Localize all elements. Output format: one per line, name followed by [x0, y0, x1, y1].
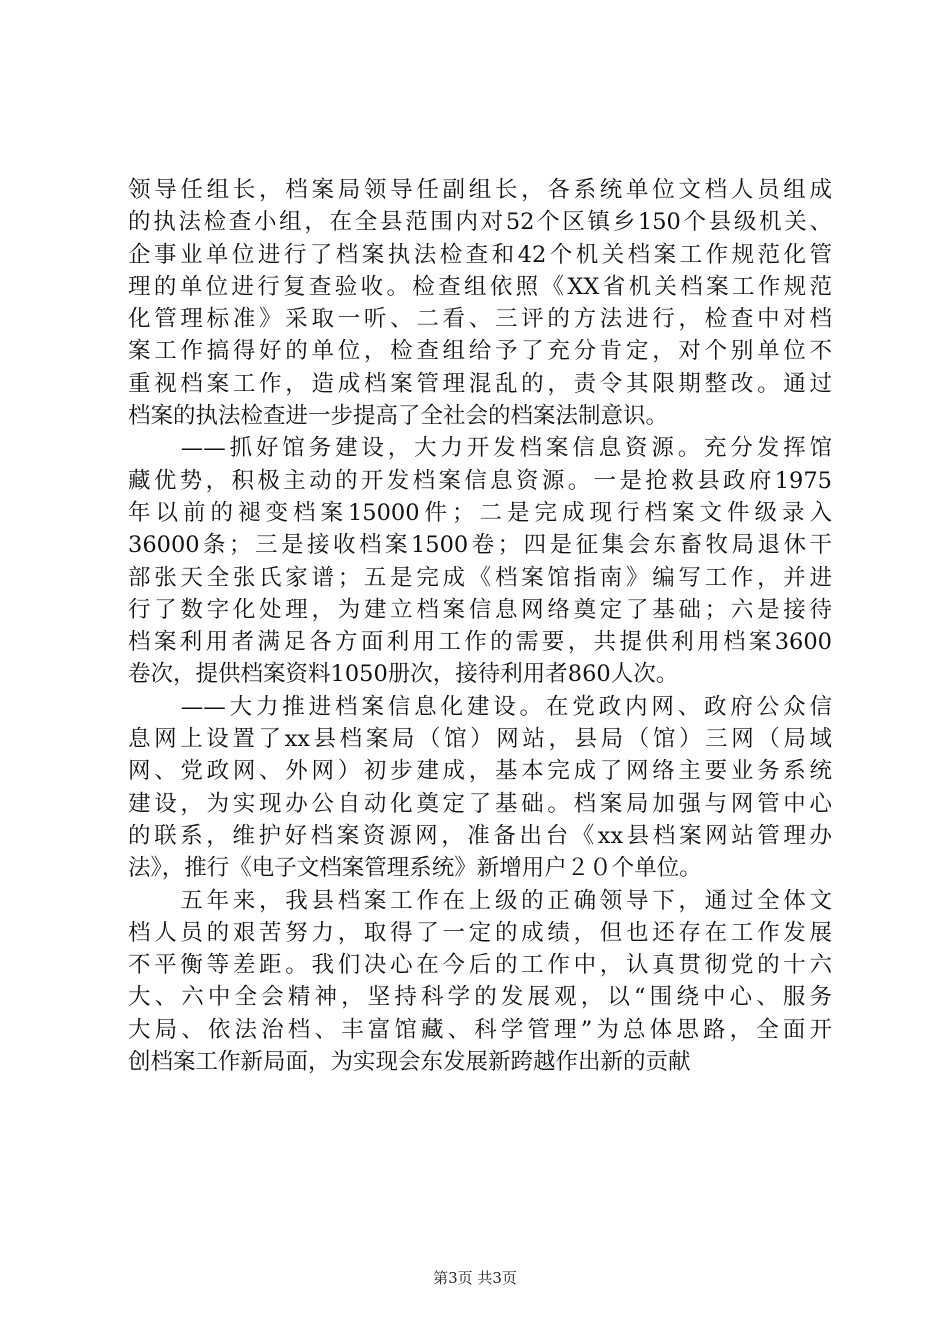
text-line: 档案利用者满足各方面利用工作的需要，共提供利用档案3600 — [128, 629, 832, 656]
text-line: 理的单位进行复查验收。检查组依照《XX省机关档案工作规范 — [128, 273, 832, 300]
text-line: ——抓好馆务建设，大力开发档案信息资源。充分发挥馆 — [128, 435, 832, 462]
page-footer: 第3页 共3页 — [433, 1269, 517, 1287]
text-line: 网、党政网、外网）初步建成，基本完成了网络主要业务系统 — [128, 758, 832, 785]
text-line: 行了数字化处理，为建立档案信息网络奠定了基础；六是接待 — [128, 596, 832, 623]
text-line: 的联系，维护好档案资源网，准备出台《xx县档案网站管理办 — [128, 822, 832, 849]
text-line: 大、六中全会精神，坚持科学的发展观，以“围绕中心、服务 — [128, 984, 832, 1011]
text-line: 创档案工作新局面，为实现会东发展新跨越作出新的贡献 — [128, 1049, 691, 1076]
text-line: 36000条；三是接收档案1500卷；四是征集会东畜牧局退休干 — [128, 532, 832, 559]
text-line: 建设，为实现办公自动化奠定了基础。档案局加强与网管中心 — [128, 790, 832, 817]
text-line: 重视档案工作，造成档案管理混乱的，责令其限期整改。通过 — [128, 370, 832, 397]
text-line: 企事业单位进行了档案执法检查和42个机关档案工作规范化管 — [128, 241, 832, 268]
text-line: 档案的执法检查进一步提高了全社会的档案法制意识。 — [128, 403, 669, 430]
text-line: 卷次，提供档案资料1050册次，接待利用者860人次。 — [128, 661, 679, 688]
text-line: 五年来，我县档案工作在上级的正确领导下，通过全体文 — [128, 887, 832, 914]
text-line: 息网上设置了xx县档案局（馆）网站，县局（馆）三网（局域 — [128, 726, 832, 753]
text-line: 年以前的褪变档案15000件；二是完成现行档案文件级录入 — [128, 499, 832, 526]
document-body — [128, 174, 832, 1078]
text-line: 不平衡等差距。我们决心在今后的工作中，认真贯彻党的十六 — [128, 952, 832, 979]
text-line: 档人员的艰苦努力，取得了一定的成绩，但也还存在工作发展 — [128, 919, 832, 946]
text-line: 部张天全张氏家谱；五是完成《档案馆指南》编写工作，并进 — [128, 564, 832, 591]
text-line: 藏优势，积极主动的开发档案信息资源。一是抢救县政府1975 — [128, 467, 832, 494]
text-line: 的执法检查小组，在全县范围内对52个区镇乡150个县级机关、 — [128, 209, 832, 236]
text-line: 大局、依法治档、丰富馆藏、科学管理”为总体思路，全面开 — [128, 1016, 832, 1043]
text-line: 案工作搞得好的单位，检查组给予了充分肯定，对个别单位不 — [128, 338, 832, 365]
text-line: 化管理标准》采取一听、二看、三评的方法进行，检查中对档 — [128, 306, 832, 333]
text-line: 领导任组长，档案局领导任副组长，各系统单位文档人员组成 — [128, 177, 832, 203]
text-line: 法》，推行《电子文档案管理系统》新增用户２０个单位。 — [128, 855, 702, 882]
text-line: ——大力推进档案信息化建设。在党政内网、政府公众信 — [128, 693, 832, 720]
